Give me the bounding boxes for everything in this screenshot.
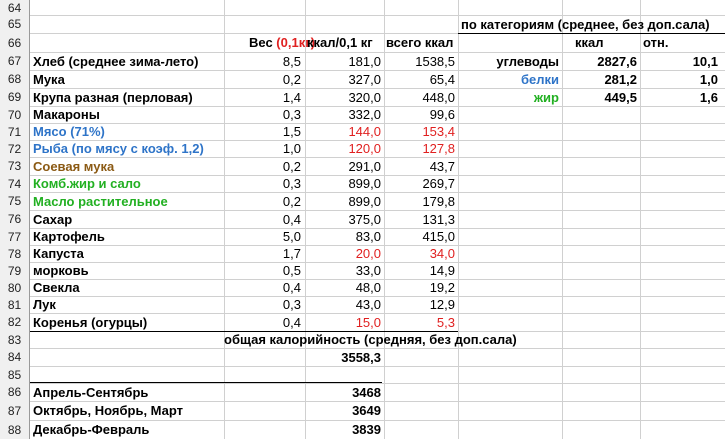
total-calorie-label[interactable]: общая калорийность (средняя, без доп.сала) (224, 332, 517, 347)
product-name[interactable]: Соевая мука (33, 158, 115, 174)
kcal-value[interactable]: 291,0 (348, 158, 381, 174)
total-kcal-value[interactable]: 1538,5 (415, 53, 455, 69)
category-kcal-header[interactable]: ккал (575, 35, 604, 50)
season-value[interactable]: 3468 (352, 384, 381, 400)
category-name[interactable]: углеводы (496, 53, 559, 69)
weight-value[interactable]: 0,4 (282, 280, 301, 295)
row-header[interactable]: 77 (0, 228, 30, 245)
product-name[interactable]: Рыба (по мясу с коэф. 1,2) (33, 141, 204, 156)
weight-value[interactable]: 1,5 (282, 124, 301, 139)
product-name[interactable]: Крупа разная (перловая) (33, 89, 193, 105)
category-rel[interactable]: 10,1 (692, 53, 718, 69)
kcal-value[interactable]: 320,0 (348, 89, 381, 105)
total-kcal-value[interactable]: 14,9 (429, 263, 455, 278)
product-name[interactable]: морковь (33, 263, 89, 278)
row-header[interactable]: 72 (0, 140, 30, 157)
category-kcal[interactable]: 449,5 (604, 89, 637, 105)
row-header[interactable]: 79 (0, 262, 30, 279)
weight-header[interactable] (249, 34, 315, 51)
total-kcal-value[interactable]: 448,0 (422, 89, 455, 105)
product-name[interactable]: Комб.жир и сало (33, 176, 141, 191)
season-name[interactable]: Апрель-Сентябрь (33, 384, 149, 400)
weight-value[interactable]: 0,4 (282, 314, 301, 330)
kcal-value[interactable]: 120,0 (348, 141, 381, 156)
total-kcal-value[interactable]: 127,8 (422, 141, 455, 156)
season-value[interactable]: 3839 (352, 422, 381, 437)
total-kcal-value[interactable]: 179,8 (422, 193, 455, 209)
kcal-per-header[interactable]: ккал/0,1 кг (307, 35, 373, 50)
product-name[interactable]: Хлеб (среднее зима-лето) (33, 53, 199, 69)
row-header[interactable]: 87 (0, 401, 30, 420)
total-kcal-value[interactable]: 153,4 (422, 124, 455, 139)
season-name[interactable]: Декабрь-Февраль (33, 422, 150, 437)
weight-value[interactable]: 0,2 (282, 158, 301, 174)
kcal-value[interactable]: 144,0 (348, 124, 381, 139)
row-header[interactable]: 69 (0, 88, 30, 106)
weight-value[interactable]: 0,5 (282, 263, 301, 278)
kcal-value[interactable]: 15,0 (355, 314, 381, 330)
category-rel[interactable]: 1,6 (699, 89, 718, 105)
border-line (30, 331, 458, 332)
row-header[interactable]: 76 (0, 210, 30, 228)
product-name[interactable]: Масло растительное (33, 193, 168, 209)
product-name[interactable]: Сахар (33, 211, 73, 227)
row-header[interactable]: 74 (0, 175, 30, 192)
border-line (30, 382, 382, 383)
weight-value[interactable]: 0,3 (282, 297, 301, 312)
row-header[interactable]: 83 (0, 331, 30, 348)
weight-header-label: Вес (249, 35, 277, 50)
kcal-value[interactable]: 375,0 (348, 211, 381, 227)
row-header[interactable]: 73 (0, 157, 30, 175)
total-kcal-value[interactable]: 43,7 (429, 158, 455, 174)
row-header[interactable]: 71 (0, 123, 30, 140)
kcal-value[interactable]: 181,0 (348, 53, 381, 69)
total-kcal-value[interactable]: 65,4 (429, 71, 455, 87)
total-kcal-header[interactable]: всего ккал (386, 35, 454, 50)
total-kcal-value[interactable]: 99,6 (429, 107, 455, 122)
product-name[interactable]: Мука (33, 71, 65, 87)
weight-value[interactable]: 5,0 (282, 229, 301, 244)
row-gridline (30, 366, 725, 367)
border-line (458, 33, 725, 34)
kcal-value[interactable]: 33,0 (355, 263, 381, 278)
row-header[interactable]: 84 (0, 348, 30, 366)
product-name[interactable]: Капуста (33, 246, 84, 261)
row-header[interactable]: 85 (0, 366, 30, 383)
category-rel-header[interactable]: отн. (643, 35, 669, 50)
kcal-value[interactable]: 20,0 (355, 246, 381, 261)
season-name[interactable]: Октябрь, Ноябрь, Март (33, 403, 184, 418)
row-header[interactable]: 68 (0, 70, 30, 88)
total-kcal-value[interactable]: 5,3 (436, 314, 455, 330)
row-header[interactable]: 66 (0, 33, 30, 52)
total-kcal-value[interactable]: 34,0 (429, 246, 455, 261)
weight-value[interactable]: 0,2 (282, 193, 301, 209)
season-value[interactable]: 3649 (352, 403, 381, 418)
total-kcal-value[interactable]: 19,2 (429, 280, 455, 295)
row-header[interactable]: 81 (0, 296, 30, 313)
product-name[interactable]: Мясо (71%) (33, 124, 105, 139)
weight-value[interactable]: 1,4 (282, 89, 301, 105)
row-header[interactable]: 70 (0, 106, 30, 123)
row-header[interactable]: 86 (0, 383, 30, 401)
row-header[interactable]: 65 (0, 15, 30, 33)
total-kcal-value[interactable]: 415,0 (422, 229, 455, 244)
weight-value[interactable]: 0,3 (282, 176, 301, 191)
kcal-value[interactable]: 899,0 (348, 176, 381, 191)
weight-value[interactable]: 0,2 (282, 71, 301, 87)
product-name[interactable]: Макароны (33, 107, 100, 122)
category-kcal[interactable]: 2827,6 (597, 53, 637, 69)
kcal-value[interactable]: 43,0 (355, 297, 381, 312)
row-header[interactable]: 80 (0, 279, 30, 296)
row-header[interactable]: 75 (0, 192, 30, 210)
kcal-value[interactable]: 327,0 (348, 71, 381, 87)
weight-value[interactable]: 1,0 (282, 141, 301, 156)
weight-value[interactable]: 0,4 (282, 211, 301, 227)
kcal-value[interactable]: 899,0 (348, 193, 381, 209)
weight-value[interactable]: 8,5 (282, 53, 301, 69)
category-name[interactable]: жир (533, 89, 559, 105)
weight-value[interactable]: 1,7 (282, 246, 301, 261)
row-header[interactable]: 78 (0, 245, 30, 262)
kcal-value[interactable]: 48,0 (355, 280, 381, 295)
row-header[interactable]: 88 (0, 420, 30, 439)
by-category-header[interactable]: по категориям (среднее, без доп.сала) (461, 16, 710, 32)
kcal-value[interactable]: 332,0 (348, 107, 381, 122)
total-kcal-value[interactable]: 12,9 (429, 297, 455, 312)
category-kcal[interactable]: 281,2 (604, 71, 637, 87)
total-calorie-value[interactable]: 3558,3 (341, 349, 381, 365)
kcal-value[interactable]: 83,0 (355, 229, 381, 244)
product-name[interactable]: Свекла (33, 280, 80, 295)
product-name[interactable]: Картофель (33, 229, 105, 244)
category-rel[interactable]: 1,0 (699, 71, 718, 87)
total-kcal-value[interactable]: 269,7 (422, 176, 455, 191)
row-header[interactable]: 67 (0, 52, 30, 70)
category-name[interactable]: белки (520, 71, 559, 87)
product-name[interactable]: Лук (33, 297, 56, 312)
row-header[interactable]: 64 (0, 0, 30, 15)
total-kcal-value[interactable]: 131,3 (422, 211, 455, 227)
product-name[interactable]: Коренья (огурцы) (33, 314, 148, 330)
weight-value[interactable]: 0,3 (282, 107, 301, 122)
row-header[interactable]: 82 (0, 313, 30, 331)
weight-header-unit: (0,1кг) (276, 35, 315, 50)
